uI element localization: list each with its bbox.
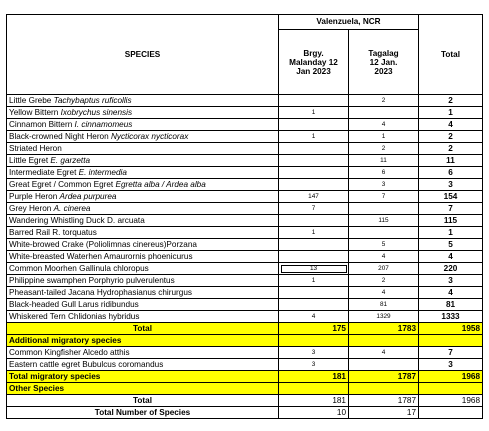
migratory-total-row [7, 371, 483, 383]
grand-total-malanday[interactable]: 181 [279, 395, 349, 407]
total-count-cell[interactable]: 5 [419, 239, 483, 251]
species-name-cell[interactable] [7, 311, 279, 323]
species-row [7, 179, 483, 191]
species-common-name: Common Moorhen Gallinula chloropus [9, 263, 149, 273]
species-common-name: Intermediate Egret [9, 167, 79, 177]
tagalag-count-cell[interactable]: 115 [349, 215, 419, 227]
tagalag-count-cell[interactable] [349, 203, 419, 215]
species-common-name: Whiskered Tern Chlidonias hybridus [9, 311, 140, 321]
species-common-name: Barred Rail R. torquatus [9, 227, 97, 237]
total-count-cell[interactable]: 1 [419, 227, 483, 239]
species-scientific-name: Ixobrychus sinensis [60, 107, 133, 117]
species-scientific-name: Ardea purpurea [59, 191, 117, 201]
species-scientific-name: Nycticorax nycticorax [110, 131, 189, 141]
malanday-count-cell[interactable]: 1 [279, 131, 349, 143]
other-species-header[interactable]: Other Species [7, 383, 279, 395]
species-row [7, 275, 483, 287]
species-scientific-name: Egretta alba / Ardea alba [115, 179, 206, 189]
total-count-cell[interactable]: 1 [419, 107, 483, 119]
total-count-cell[interactable]: 4 [419, 287, 483, 299]
grand-total-label[interactable]: Total [7, 395, 279, 407]
total-count-cell[interactable]: 2 [419, 95, 483, 107]
col-malanday-header[interactable] [279, 30, 349, 95]
tagalag-count-cell[interactable]: 1329 [349, 311, 419, 323]
total-header[interactable]: Total [419, 15, 483, 95]
malanday-count-cell[interactable] [279, 155, 349, 167]
empty-cell[interactable] [349, 335, 419, 347]
species-row [7, 95, 483, 107]
malanday-count-cell[interactable] [279, 119, 349, 131]
additional-species-row [7, 359, 483, 371]
species-name-cell[interactable] [7, 251, 279, 263]
species-name-cell[interactable] [7, 275, 279, 287]
species-row [7, 239, 483, 251]
total-count-cell[interactable]: 115 [419, 215, 483, 227]
total-label-cell[interactable]: Total [7, 323, 279, 335]
species-row [7, 119, 483, 131]
species-name-cell[interactable] [7, 263, 279, 275]
species-name-cell[interactable] [7, 131, 279, 143]
species-row [7, 131, 483, 143]
total-count-cell[interactable]: 3 [419, 179, 483, 191]
col2-line2: 12 Jan. [369, 57, 398, 67]
species-common-name: Black-crowned Night Heron [9, 131, 111, 141]
col1-line3: Jan 2023 [296, 66, 331, 76]
malanday-count-cell[interactable] [279, 95, 349, 107]
malanday-count-cell[interactable]: 147 [279, 191, 349, 203]
total-count-cell[interactable]: 6 [419, 167, 483, 179]
species-name-cell[interactable] [7, 95, 279, 107]
other-species-row [7, 383, 483, 395]
migratory-total-malanday[interactable]: 181 [279, 371, 349, 383]
malanday-count-cell[interactable] [279, 215, 349, 227]
species-common-name: Wandering Whistling Duck D. arcuata [9, 215, 145, 225]
empty-cell[interactable] [349, 383, 419, 395]
malanday-count-cell[interactable]: 13 [279, 263, 349, 275]
malanday-count-cell[interactable] [279, 167, 349, 179]
malanday-count-cell[interactable]: 1 [279, 107, 349, 119]
species-name-cell[interactable] [7, 227, 279, 239]
total-count-cell[interactable]: 1333 [419, 311, 483, 323]
malanday-count-cell[interactable] [279, 299, 349, 311]
tagalag-count-cell[interactable]: 7 [349, 191, 419, 203]
species-scientific-name: I. cinnamomeus [74, 119, 133, 129]
site-header[interactable]: Valenzuela, NCR [279, 15, 419, 30]
col2-line1: Tagalag [368, 48, 399, 58]
total-count-cell[interactable]: 4 [419, 251, 483, 263]
species-row [7, 311, 483, 323]
species-row [7, 203, 483, 215]
species-common-name: White-breasted Waterhen Amaurornis phoenicurus [9, 251, 193, 261]
species-common-name: Black-headed Gull Larus ridibundus [9, 299, 139, 309]
malanday-count-cell[interactable]: 4 [279, 311, 349, 323]
tagalag-count-cell[interactable] [349, 359, 419, 371]
species-common-name: Grey Heron [9, 203, 54, 213]
species-name-cell[interactable] [7, 287, 279, 299]
migratory-total-total[interactable]: 1968 [419, 371, 483, 383]
tagalag-count-cell[interactable]: 6 [349, 167, 419, 179]
col1-line1: Brgy. [303, 48, 324, 58]
species-name-cell[interactable] [7, 179, 279, 191]
tagalag-count-cell[interactable] [349, 107, 419, 119]
additional-migratory-header[interactable]: Additional migratory species [7, 335, 279, 347]
species-name-cell[interactable] [7, 239, 279, 251]
col2-line3: 2023 [374, 66, 393, 76]
species-common-name: Little Grebe [9, 95, 54, 105]
species-common-name: Little Egret [9, 155, 51, 165]
total-count-cell[interactable]: 11 [419, 155, 483, 167]
total-count-cell[interactable]: 81 [419, 299, 483, 311]
species-name-cell[interactable] [7, 215, 279, 227]
tagalag-count-cell[interactable]: 2 [349, 275, 419, 287]
grand-total-total[interactable]: 1968 [419, 395, 483, 407]
species-name-cell[interactable] [7, 191, 279, 203]
col-tagalag-header[interactable] [349, 30, 419, 95]
species-name-cell[interactable] [7, 167, 279, 179]
species-row [7, 287, 483, 299]
species-common-name: Cinnamon Bittern [9, 119, 75, 129]
total-count-cell[interactable]: 2 [419, 131, 483, 143]
malanday-count-cell[interactable]: 3 [279, 359, 349, 371]
grand-total-tagalag[interactable]: 1787 [349, 395, 419, 407]
empty-cell[interactable] [279, 383, 349, 395]
species-name-cell[interactable] [7, 143, 279, 155]
species-row [7, 143, 483, 155]
species-count-label[interactable]: Total Number of Species [7, 407, 279, 419]
migratory-total-tagalag[interactable]: 1787 [349, 371, 419, 383]
species-common-name: Great Egret / Common Egret [9, 179, 116, 189]
tagalag-count-cell[interactable]: 1 [349, 131, 419, 143]
malanday-count-cell[interactable]: 1 [279, 227, 349, 239]
species-row [7, 251, 483, 263]
species-common-name: Striated Heron [9, 143, 62, 153]
total-count-cell[interactable]: 7 [419, 347, 483, 359]
species-count-malanday[interactable]: 10 [279, 407, 349, 419]
malanday-count-cell[interactable]: 7 [279, 203, 349, 215]
species-count-total[interactable] [419, 407, 483, 419]
total-count-cell[interactable]: 3 [419, 359, 483, 371]
total-malanday-cell[interactable]: 175 [279, 323, 349, 335]
tagalag-count-cell[interactable]: 4 [349, 347, 419, 359]
empty-cell[interactable] [279, 335, 349, 347]
malanday-count-cell[interactable] [279, 287, 349, 299]
tagalag-count-cell[interactable]: 4 [349, 251, 419, 263]
migratory-total-label[interactable]: Total migratory species [7, 371, 279, 383]
species-row [7, 191, 483, 203]
tagalag-count-cell[interactable]: 2 [349, 95, 419, 107]
species-scientific-name: A. cinerea [53, 203, 91, 213]
tagalag-count-cell[interactable]: 4 [349, 287, 419, 299]
species-common-name: White-browed Crake (Poliolimnas cinereus)Porzana [9, 239, 197, 249]
species-name-cell[interactable]: Eastern cattle egret Bubulcus coromandus [7, 359, 279, 371]
total-count-cell[interactable]: 2 [419, 143, 483, 155]
empty-cell[interactable] [419, 335, 483, 347]
species-name-cell[interactable] [7, 119, 279, 131]
species-scientific-name: E. intermedia [78, 167, 127, 177]
species-row [7, 263, 483, 275]
species-common-name: Philippine swamphen Porphyrio pulverulentus [9, 275, 175, 285]
tagalag-count-cell[interactable]: 81 [349, 299, 419, 311]
total-count-cell[interactable]: 154 [419, 191, 483, 203]
malanday-count-cell[interactable]: 3 [279, 347, 349, 359]
species-spreadsheet [6, 14, 483, 419]
species-name-cell[interactable] [7, 155, 279, 167]
species-scientific-name: E. garzetta [50, 155, 91, 165]
malanday-count-cell[interactable]: 1 [279, 275, 349, 287]
header-row-site [7, 15, 483, 30]
species-row [7, 167, 483, 179]
empty-cell[interactable] [419, 383, 483, 395]
total-count-cell[interactable]: 3 [419, 275, 483, 287]
total-tagalag-cell[interactable]: 1783 [349, 323, 419, 335]
species-common-name: Pheasant-tailed Jacana Hydrophasianus chirurgus [9, 287, 192, 297]
malanday-count-cell[interactable] [279, 179, 349, 191]
col1-line2: Malanday 12 [289, 57, 338, 67]
species-row [7, 155, 483, 167]
total-row [7, 323, 483, 335]
tagalag-count-cell[interactable]: 207 [349, 263, 419, 275]
tagalag-count-cell[interactable]: 3 [349, 179, 419, 191]
species-name-cell[interactable] [7, 299, 279, 311]
tagalag-count-cell[interactable]: 4 [349, 119, 419, 131]
species-header[interactable]: SPECIES [7, 15, 279, 95]
species-row [7, 107, 483, 119]
tagalag-count-cell[interactable] [349, 227, 419, 239]
total-total-cell[interactable]: 1958 [419, 323, 483, 335]
species-scientific-name: Tachybaptus ruficollis [53, 95, 132, 105]
tagalag-count-cell[interactable]: 2 [349, 143, 419, 155]
total-count-cell[interactable]: 4 [419, 119, 483, 131]
additional-header-row [7, 335, 483, 347]
grand-total-row [7, 395, 483, 407]
additional-species-row [7, 347, 483, 359]
species-count-tagalag[interactable]: 17 [349, 407, 419, 419]
species-name-cell[interactable] [7, 203, 279, 215]
tagalag-count-cell[interactable]: 5 [349, 239, 419, 251]
malanday-count-cell[interactable] [279, 251, 349, 263]
species-common-name: Yellow Bittern [9, 107, 61, 117]
species-row [7, 227, 483, 239]
species-row [7, 215, 483, 227]
species-name-cell[interactable] [7, 107, 279, 119]
species-count-row [7, 407, 483, 419]
total-count-cell[interactable]: 7 [419, 203, 483, 215]
species-common-name: Purple Heron [9, 191, 60, 201]
total-count-cell[interactable]: 220 [419, 263, 483, 275]
species-row [7, 299, 483, 311]
malanday-count-cell[interactable] [279, 239, 349, 251]
tagalag-count-cell[interactable]: 11 [349, 155, 419, 167]
malanday-count-cell[interactable] [279, 143, 349, 155]
species-name-cell[interactable]: Common Kingfisher Alcedo atthis [7, 347, 279, 359]
